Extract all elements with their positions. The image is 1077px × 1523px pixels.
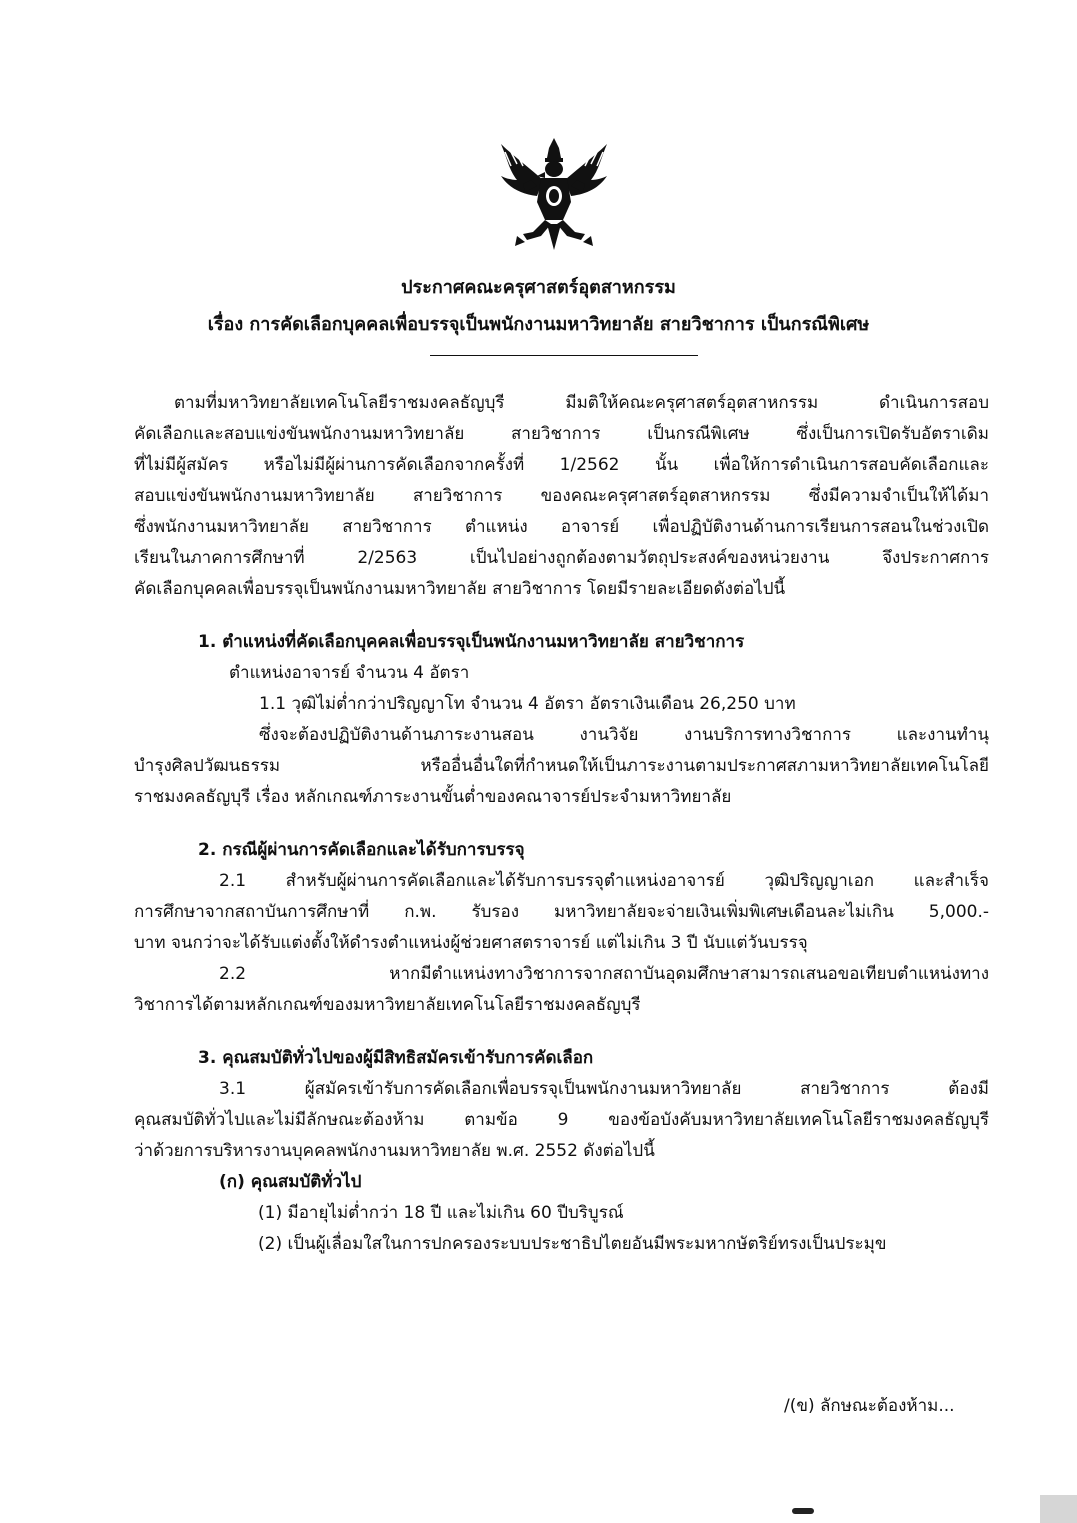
section2-item-2-1-line: การศึกษาจากสถาบันการศึกษาที่ ก.พ. รับรอง มหาวิทยาลัยจะจ่ายเงินเพิ่มพิเศษเดือนละไม่เกิน 5,000.-: [134, 902, 989, 922]
section1-position: ตำแหน่งอาจารย์ จำนวน 4 อัตรา: [229, 663, 470, 683]
intro-line: คัดเลือกบุคคลเพื่อบรรจุเป็นพนักงานมหาวิทยาลัย สายวิชาการ โดยมีรายละเอียดดังต่อไปนี้: [134, 579, 786, 599]
section3-item-3-1-line: 3.1 ผู้สมัครเข้ารับการคัดเลือกเพื่อบรรจุเป็นพนักงานมหาวิทยาลัย สายวิชาการ ต้องมี: [219, 1079, 989, 1099]
section1-duties-line: ซึ่งจะต้องปฏิบัติงานด้านภาระงานสอน งานวิจัย งานบริการทางวิชาการ และงานทำนุ: [259, 725, 989, 745]
scan-artifact: [792, 1508, 814, 1514]
section2-item-2-2-line: 2.2 หากมีตำแหน่งทางวิชาการจากสถาบันอุดมศึกษาสามารถเสนอขอเทียบตำแหน่งทาง: [219, 964, 989, 984]
section3-heading: 3. คุณสมบัติทั่วไปของผู้มีสิทธิสมัครเข้ารับการคัดเลือก: [198, 1048, 594, 1068]
qualification-item: (2) เป็นผู้เลื่อมใสในการปกครองระบบประชาธิปไตยอันมีพระมหากษัตริย์ทรงเป็นประมุข: [258, 1234, 887, 1254]
intro-line: ซึ่งพนักงานมหาวิทยาลัย สายวิชาการ ตำแหน่ง อาจารย์ เพื่อปฏิบัติงานด้านการเรียนการสอนในช่วงเปิด: [134, 517, 989, 537]
section1-duties-line: ราชมงคลธัญบุรี เรื่อง หลักเกณฑ์ภาระงานขั้นต่ำของคณาจารย์ประจำมหาวิทยาลัย: [134, 787, 732, 807]
intro-line: คัดเลือกและสอบแข่งขันพนักงานมหาวิทยาลัย สายวิชาการ เป็นกรณีพิเศษ ซึ่งเป็นการเปิดรับอัตราเดิม: [134, 424, 989, 444]
announcement-title: ประกาศคณะครุศาสตร์อุตสาหกรรม: [401, 277, 676, 298]
intro-line: สอบแข่งขันพนักงานมหาวิทยาลัย สายวิชาการ ของคณะครุศาสตร์อุตสาหกรรม ซึ่งมีความจำเป็นให้ได้มา: [134, 486, 989, 506]
section3-item-3-1-line: ว่าด้วยการบริหารงานบุคคลพนักงานมหาวิทยาลัย พ.ศ. 2552 ดังต่อไปนี้: [134, 1141, 655, 1161]
intro-line: เรียนในภาคการศึกษาที่ 2/2563 เป็นไปอย่างถูกต้องตามวัตถุประสงค์ของหน่วยงาน จึงประกาศการ: [134, 548, 989, 568]
qualification-item: (1) มีอายุไม่ต่ำกว่า 18 ปี และไม่เกิน 60 ปีบริบูรณ์: [258, 1203, 624, 1223]
intro-line: ที่ไม่มีผู้สมัคร หรือไม่มีผู้ผ่านการคัดเลือกจากครั้งที่ 1/2562 นั้น เพื่อให้การดำเนินการสอบคัดเลือกและ: [134, 455, 989, 475]
section2-heading: 2. กรณีผู้ผ่านการคัดเลือกและได้รับการบรรจุ: [198, 840, 525, 860]
scan-artifact: [1040, 1495, 1077, 1523]
section3-sub-heading: (ก) คุณสมบัติทั่วไป: [219, 1172, 362, 1192]
title-underline: [430, 355, 698, 356]
section3-item-3-1-line: คุณสมบัติทั่วไปและไม่มีลักษณะต้องห้าม ตามข้อ 9 ของข้อบังคับมหาวิทยาลัยเทคโนโลยีราชมงคลธัญบุรี: [134, 1110, 989, 1130]
continued-reference: /(ข) ลักษณะต้องห้าม...: [784, 1396, 955, 1416]
section1-item-1-1: 1.1 วุฒิไม่ต่ำกว่าปริญญาโท จำนวน 4 อัตรา อัตราเงินเดือน 26,250 บาท: [259, 694, 796, 714]
section2-item-2-1-line: 2.1 สำหรับผู้ผ่านการคัดเลือกและได้รับการบรรจุตำแหน่งอาจารย์ วุฒิปริญญาเอก และสำเร็จ: [219, 871, 989, 891]
section2-item-2-2-line: วิชาการได้ตามหลักเกณฑ์ของมหาวิทยาลัยเทคโนโลยีราชมงคลธัญบุรี: [134, 995, 641, 1015]
garuda-emblem-icon: [497, 136, 611, 252]
intro-line: ตามที่มหาวิทยาลัยเทคโนโลยีราชมงคลธัญบุรี มีมติให้คณะครุศาสตร์อุตสาหกรรม ดำเนินการสอบ: [174, 393, 989, 413]
section2-item-2-1-line: บาท จนกว่าจะได้รับแต่งตั้งให้ดำรงตำแหน่งผู้ช่วยศาสตราจารย์ แต่ไม่เกิน 3 ปี นับแต่วันบรรจุ: [134, 933, 808, 953]
document-body: [134, 388, 989, 1260]
announcement-subject: เรื่อง การคัดเลือกบุคคลเพื่อบรรจุเป็นพนักงานมหาวิทยาลัย สายวิชาการ เป็นกรณีพิเศษ: [207, 314, 870, 335]
section1-heading: 1. ตำแหน่งที่คัดเลือกบุคคลเพื่อบรรจุเป็นพนักงานมหาวิทยาลัย สายวิชาการ: [198, 632, 745, 652]
section1-duties-line: บำรุงศิลปวัฒนธรรม หรืออื่นอื่นใดที่กำหนดให้เป็นภาระงานตามประกาศสภามหาวิทยาลัยเทคโนโลยี: [134, 756, 989, 776]
